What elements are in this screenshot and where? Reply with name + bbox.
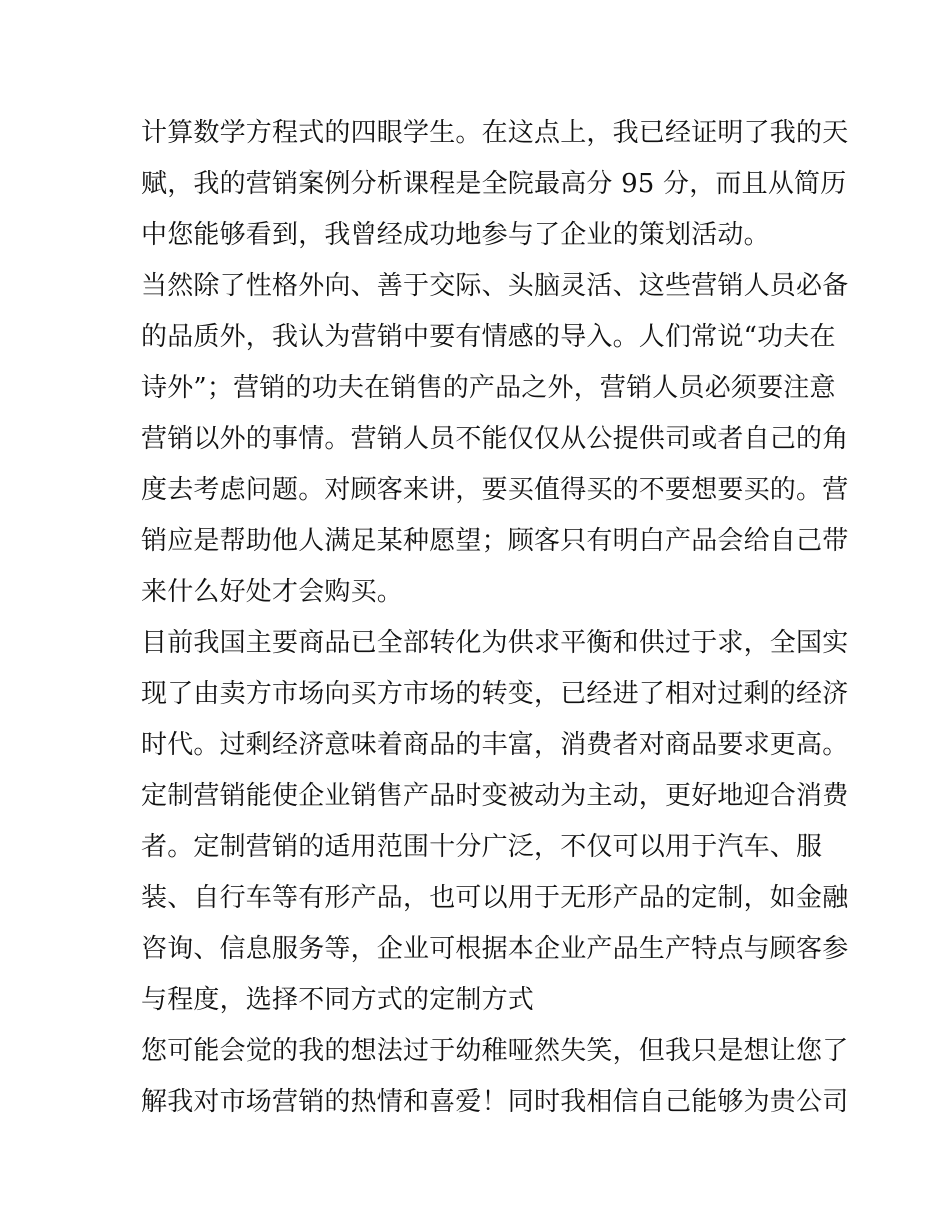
text-line: 目前我国主要商品已全部转化为供求平衡和供过于求，全国实 xyxy=(141,628,849,658)
text-line: 者。定制营销的适用范围十分广泛，不仅可以用于汽车、服 xyxy=(141,832,823,862)
text-line: 来什么好处才会购买。 xyxy=(141,577,404,607)
text-line: 咨询、信息服务等，企业可根据本企业产品生产特点与顾客参 xyxy=(141,934,849,964)
text-line: 诗外”；营销的功夫在销售的产品之外，营销人员必须要注意 xyxy=(141,373,836,403)
text-line: 与程度，选择不同方式的定制方式 xyxy=(141,985,535,1015)
text-line: 营销以外的事情。营销人员不能仅仅从公提供司或者自己的角 xyxy=(141,424,849,454)
text-line: 您可能会觉的我的想法过于幼稚哑然失笑，但我只是想让您了 xyxy=(141,1036,849,1066)
text-line: 计算数学方程式的四眼学生。在这点上，我已经证明了我的天 xyxy=(141,118,849,148)
text-line: 的品质外，我认为营销中要有情感的导入。人们常说“功夫在 xyxy=(141,322,836,352)
text-line: 时代。过剩经济意味着商品的丰富，消费者对商品要求更高。 xyxy=(141,730,849,760)
text-line: 解我对市场营销的热情和喜爱！同时我相信自己能够为贵公司 xyxy=(141,1087,849,1117)
text-line: 装、自行车等有形产品，也可以用于无形产品的定制，如金融 xyxy=(141,883,849,913)
body-text xyxy=(141,108,849,1128)
text-line: 中您能够看到，我曾经成功地参与了企业的策划活动。 xyxy=(141,220,770,250)
text-line: 定制营销能使企业销售产品时变被动为主动，更好地迎合消费 xyxy=(141,781,849,811)
text-line: 现了由卖方市场向买方市场的转变，已经进了相对过剩的经济 xyxy=(141,679,849,709)
text-line: 销应是帮助他人满足某种愿望；顾客只有明白产品会给自己带 xyxy=(141,526,849,556)
text-line: 当然除了性格外向、善于交际、头脑灵活、这些营销人员必备 xyxy=(141,271,849,301)
text-line: 赋，我的营销案例分析课程是全院最高分 95 分，而且从简历 xyxy=(141,169,847,199)
text-line: 度去考虑问题。对顾客来讲，要买值得买的不要想要买的。营 xyxy=(141,475,849,505)
